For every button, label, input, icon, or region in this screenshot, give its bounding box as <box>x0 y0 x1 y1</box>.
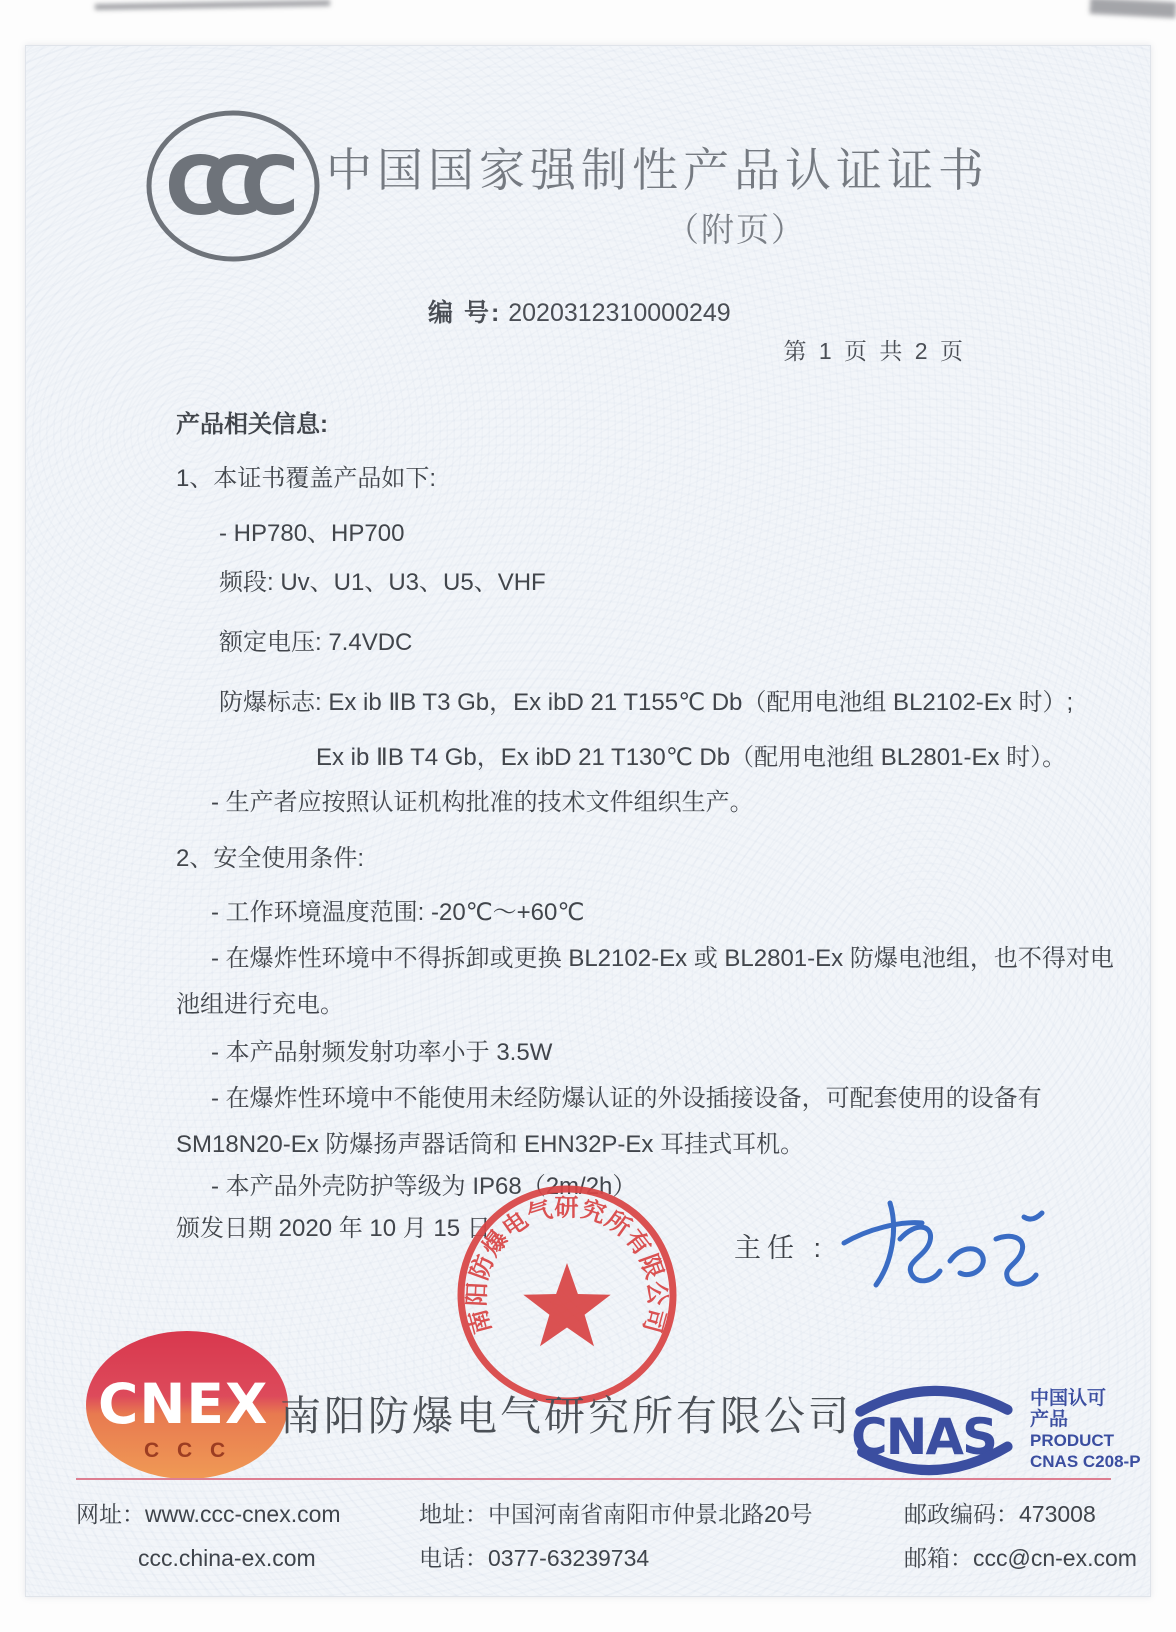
ccc-logo-text: CCC <box>165 140 279 233</box>
body-line: - 在爆炸性环境中不得拆卸或更换 BL2102-Ex 或 BL2801-Ex 防爆电池组，也不得对电 <box>211 945 1114 972</box>
cnas-logo-text: CNAS <box>851 1407 997 1466</box>
website-url-2: ccc.china-ex.com <box>138 1545 316 1571</box>
body-line: 1、本证书覆盖产品如下: <box>176 465 437 492</box>
address-value: 中国河南省南阳市仲景北路20号 <box>488 1501 813 1527</box>
certificate-subtitle: （附页） <box>666 211 806 248</box>
phone-label: 电话： <box>419 1545 488 1571</box>
stamp-star <box>523 1263 610 1346</box>
body-line: - 生产者应按照认证机构批准的技术文件组织生产。 <box>211 789 754 816</box>
cnas-caption-line: 产品 <box>1030 1409 1069 1430</box>
cnex-logo-text: CNEX <box>98 1372 269 1436</box>
body-line: - HP780、HP700 <box>219 520 405 547</box>
phone-value: 0377-63239734 <box>488 1545 650 1571</box>
email-label: 邮箱： <box>904 1545 973 1571</box>
page-indicator: 第 1 页 共 2 页 <box>783 338 966 364</box>
director-label: 主任 : <box>734 1233 828 1263</box>
body-line: - 本产品外壳防护等级为 IP68（2m/2h） <box>211 1173 637 1200</box>
cnas-block <box>844 1384 1164 1476</box>
body-line: SM18N20-Ex 防爆扬声器话筒和 EHN32P-Ex 耳挂式耳机。 <box>176 1131 805 1158</box>
body-line: - 本产品射频发射功率小于 3.5W <box>211 1039 553 1066</box>
body-line: Ex ib ⅡB T4 Gb，Ex ibD 21 T130℃ Db（配用电池组 BL2801-Ex 时）。 <box>316 744 1067 771</box>
email-value: ccc@cn-ex.com <box>973 1545 1137 1571</box>
scan-artifact <box>1090 0 1176 18</box>
cnas-caption-line: CNAS C208-P <box>1030 1452 1141 1471</box>
certificate-number-value: 2020312310000249 <box>508 299 731 327</box>
company-name: 南阳防爆电气研究所有限公司 <box>280 1393 852 1439</box>
cnex-logo <box>84 1329 291 1481</box>
certificate-number-label: 编 号: <box>428 299 502 327</box>
footer-website <box>76 1492 341 1580</box>
body-line: - 在爆炸性环境中不能使用未经防爆认证的外设插接设备，可配套使用的设备有 <box>211 1085 1042 1112</box>
ccc-logo <box>141 106 326 268</box>
footer-postal <box>904 1492 1137 1580</box>
cnas-logo <box>844 1384 1022 1476</box>
postcode-value: 473008 <box>1019 1501 1096 1527</box>
scan-artifact <box>95 0 330 10</box>
section-heading: 产品相关信息: <box>176 411 328 438</box>
website-url-1: www.ccc-cnex.com <box>145 1501 341 1527</box>
footer-divider <box>76 1478 1111 1480</box>
cnas-caption-line: PRODUCT <box>1030 1431 1115 1450</box>
cnex-logo-sub: C C C <box>144 1439 232 1462</box>
certificate-paper <box>25 45 1151 1597</box>
issue-date: 颁发日期 2020 年 10 月 15 日 <box>176 1215 491 1242</box>
company-stamp <box>451 1179 683 1411</box>
footer-address <box>419 1492 813 1580</box>
cnas-caption-line: 中国认可 <box>1030 1388 1107 1409</box>
postcode-label: 邮政编码： <box>904 1501 1019 1527</box>
certificate-title: 中国国家强制性产品认证证书 <box>326 144 989 196</box>
stamp-ring-text: 南阳防爆电气研究所有限公司 <box>463 1194 671 1337</box>
certificate-body <box>176 396 1114 1266</box>
body-line: 频段: Uv、U1、U3、U5、VHF <box>219 569 546 596</box>
body-line: 防爆标志: Ex ib ⅡB T3 Gb，Ex ibD 21 T155℃ Db（配用电池组 BL2102-Ex 时）; <box>219 689 1074 716</box>
director-signature <box>838 1181 1053 1316</box>
body-line: 额定电压: 7.4VDC <box>219 629 413 656</box>
body-line: 池组进行充电。 <box>176 991 344 1018</box>
address-label: 地址： <box>419 1501 488 1527</box>
body-line: - 工作环境温度范围: -20℃～+60℃ <box>211 899 585 926</box>
certificate-number-row <box>428 293 731 329</box>
website-label: 网址： <box>76 1501 145 1527</box>
body-line: 2、安全使用条件: <box>176 845 365 872</box>
cnas-caption <box>1030 1388 1141 1472</box>
